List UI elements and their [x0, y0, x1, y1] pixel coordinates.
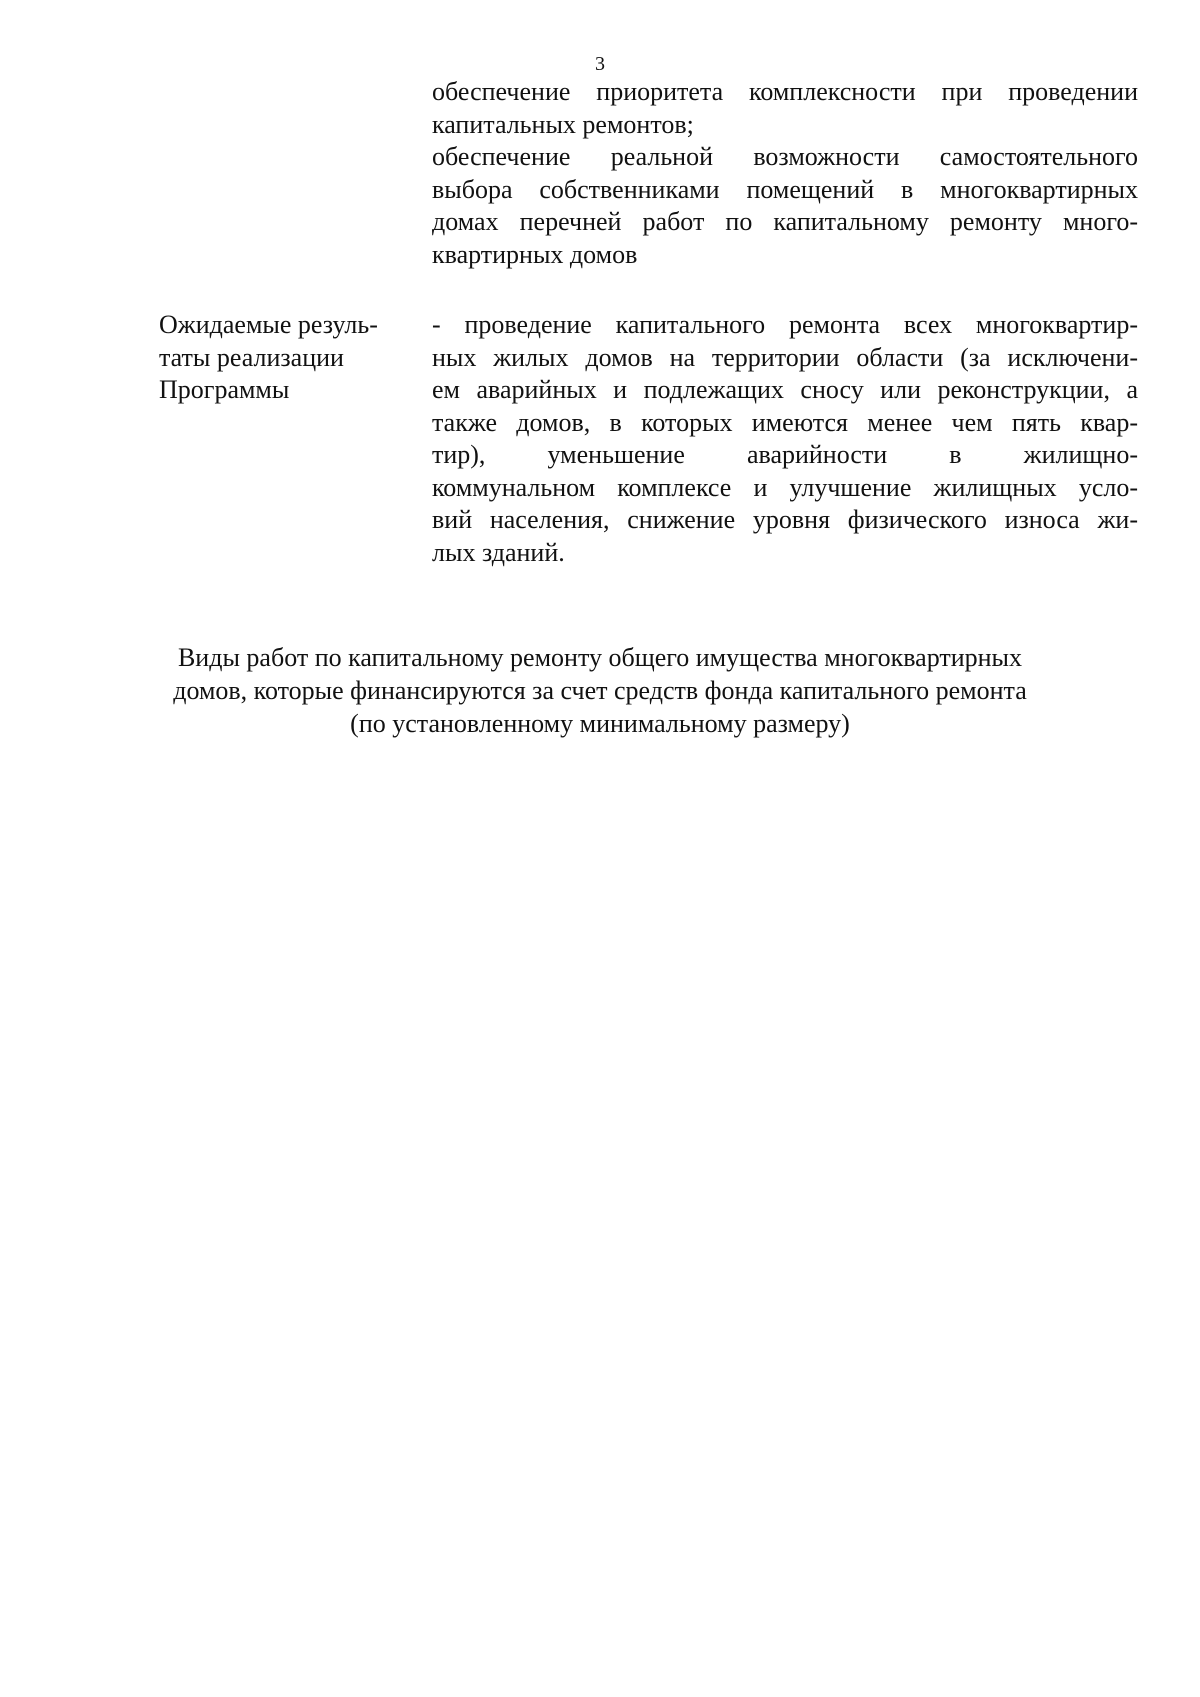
section-title: [0, 641, 1200, 740]
results-line: ных жилых домов на территории области (за исключени-: [432, 342, 1138, 372]
goals-line: домах перечней работ по капитальному ремонту много-: [432, 207, 1138, 236]
goals-line: обеспечение приоритета комплексности при проведении: [432, 77, 1138, 106]
section-title-line: (по установленному минимальному размеру): [350, 709, 850, 738]
goals-line: капитальных ремонтов;: [432, 109, 694, 139]
results-label-line: Ожидаемые резуль-: [159, 310, 378, 339]
goals-line: квартирных домов: [432, 239, 638, 269]
page-number: 3: [595, 53, 605, 75]
results-line: также домов, в которых имеются менее чем пять квар-: [432, 407, 1138, 437]
goals-continuation: [432, 76, 1138, 271]
results-label: [159, 309, 409, 407]
results-line: вий населения, снижение уровня физического износа жи-: [432, 505, 1138, 534]
results-line: коммунальном комплексе и улучшение жилищных усло-: [432, 472, 1138, 502]
results-label-line: таты реализации: [159, 342, 344, 372]
results-line: ем аварийных и подлежащих сносу или реконструкции, а: [432, 375, 1138, 404]
section-title-line: Виды работ по капитальному ремонту общего имущества многоквартирных: [177, 643, 1023, 672]
results-line: - проведение капитального ремонта всех многоквартир-: [432, 310, 1138, 339]
results-line: лых зданий.: [432, 537, 565, 567]
results-line: тир), уменьшение аварийности в жилищно-: [432, 440, 1138, 469]
results-label-line: Программы: [159, 375, 290, 404]
goals-line: обеспечение реальной возможности самостоятельного: [432, 142, 1138, 171]
goals-line: выбора собственниками помещений в многоквартирных: [432, 174, 1138, 204]
results-text: [432, 309, 1138, 569]
section-title-line: домов, которые финансируются за счет средств фонда капитального ремонта: [173, 676, 1027, 705]
